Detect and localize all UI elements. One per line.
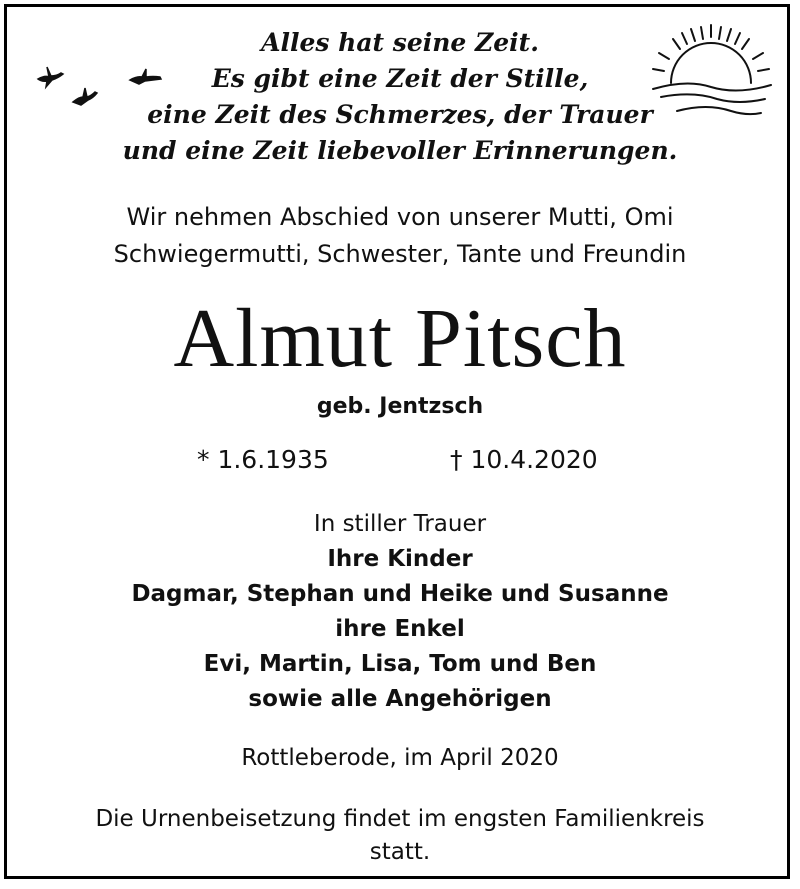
burial-line: statt.	[369, 839, 431, 865]
place-date: Rottleberode, im April 2020	[241, 745, 559, 771]
mourners-line: Ihre Kinder	[327, 546, 473, 572]
obituary-frame	[4, 4, 790, 879]
mourners-line: ihre Enkel	[335, 616, 465, 642]
poem-line: eine Zeit des Schmerzes, der Trauer	[147, 100, 653, 129]
farewell-intro	[7, 199, 793, 273]
deceased-name: Almut Pitsch	[173, 292, 627, 385]
burial-line: Die Urnenbeisetzung findet im engsten Familienkreis	[95, 806, 705, 832]
poem-line: Alles hat seine Zeit.	[261, 28, 539, 57]
mourners-line: Evi, Martin, Lisa, Tom und Ben	[203, 651, 597, 677]
poem	[7, 25, 793, 169]
poem-line: und eine Zeit liebevoller Erinnerungen.	[122, 136, 678, 165]
poem-line: Es gibt eine Zeit der Stille,	[211, 64, 589, 93]
intro-line: Wir nehmen Abschied von unserer Mutti, Omi	[126, 203, 674, 231]
birth-name: geb. Jentzsch	[316, 394, 484, 419]
mourners-line: sowie alle Angehörigen	[248, 686, 552, 712]
mourners-section	[7, 507, 793, 717]
burial-note	[7, 803, 793, 869]
death-date: † 10.4.2020	[450, 445, 598, 474]
intro-line: Schwiegermutti, Schwester, Tante und Freundin	[113, 240, 687, 268]
birth-date: * 1.6.1935	[197, 445, 329, 474]
mourners-intro: In stiller Trauer	[313, 511, 487, 537]
mourners-line: Dagmar, Stephan und Heike und Susanne	[131, 581, 669, 607]
